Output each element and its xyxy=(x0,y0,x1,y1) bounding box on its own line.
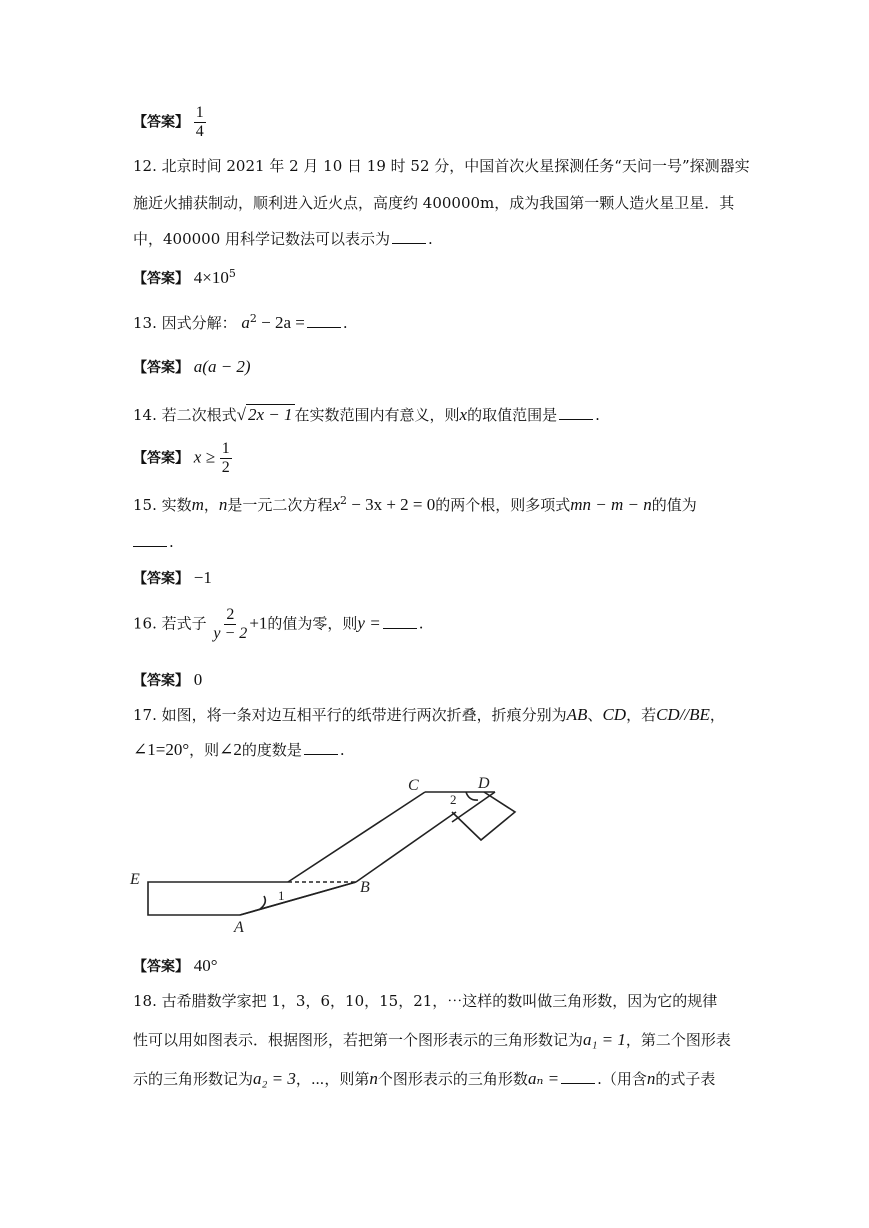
q14-var: x xyxy=(459,405,468,424)
q12-line-1: 12. 北京时间 2021 年 2 月 10 日 19 时 52 分，中国首次火星探测任务“天问一号”探测器实 xyxy=(133,157,750,175)
q15-eq-exponent: 2 xyxy=(339,494,347,507)
q14-answer-prefix: x ≥ xyxy=(193,447,215,467)
q17-answer-value: 40° xyxy=(193,956,218,975)
answer-blank xyxy=(559,418,593,420)
q13-answer-value: a(a − 2) xyxy=(193,357,251,376)
q18-line-2-a: 性可以用如图表示．根据图形，若把第一个图形表示的三角形数记为 xyxy=(133,1031,584,1049)
q17-parallel: CD//BE xyxy=(656,705,710,724)
q14-question xyxy=(133,404,600,425)
q18-line-3-c: 个图形表示的三角形数 xyxy=(377,1070,528,1088)
label-e: E xyxy=(130,871,140,888)
fraction-denominator: y − 2 xyxy=(213,625,248,642)
q13-expr-rest: − 2a = xyxy=(256,313,305,332)
angle-1-arc xyxy=(260,896,265,909)
q18-line-3-a: 示的三角形数记为 xyxy=(133,1070,254,1088)
q16-middle: 的值为零，则 xyxy=(267,614,358,633)
q14-radicand: 2x − 1 xyxy=(247,405,293,424)
label-d: D xyxy=(478,775,490,792)
q15-m: m xyxy=(191,495,204,514)
angle-2-arc xyxy=(466,792,478,800)
q17-line-1-a: 17. 如图，将一条对边互相平行的纸带进行两次折叠，折痕分别为 xyxy=(133,706,567,724)
q17-line-1-c: ， xyxy=(709,706,725,724)
q16-fraction xyxy=(211,606,249,643)
answer-label: 【答案】 xyxy=(133,571,189,587)
q18-line-3-b: ，⋯，则第 xyxy=(295,1070,370,1088)
q18-an: aₙ = xyxy=(527,1069,560,1088)
fraction-numerator: 1 xyxy=(195,104,204,121)
q13-answer xyxy=(133,357,251,377)
q12-answer-exponent: 5 xyxy=(228,267,236,280)
q17-cd: CD xyxy=(602,705,627,724)
fraction-numerator: 1 xyxy=(221,440,230,457)
q15-answer xyxy=(133,568,212,588)
q17-line-1-b: ，若 xyxy=(626,706,657,724)
q15-line-2 xyxy=(133,533,174,551)
answer-label: 【答案】 xyxy=(133,271,189,287)
q13-prefix: 13. 因式分解： xyxy=(133,314,237,332)
q14-answer-fraction xyxy=(220,440,232,477)
q12-answer-base: 4×10 xyxy=(193,268,229,287)
q15-end: . xyxy=(169,533,174,551)
answer-label: 【答案】 xyxy=(133,959,189,975)
q16-end: . xyxy=(418,614,424,633)
q11-answer xyxy=(133,104,206,141)
q17-end: . xyxy=(339,741,345,759)
label-c: C xyxy=(408,777,419,794)
q18-n-2: n xyxy=(646,1069,656,1088)
fraction-denominator: 4 xyxy=(195,123,204,140)
q17-angle-2: ∠2 xyxy=(219,740,242,759)
q17-ab: AB xyxy=(566,705,588,724)
answer-blank xyxy=(133,545,167,547)
q11-answer-fraction xyxy=(194,104,206,141)
q18-a2: a₂ = 3 xyxy=(253,1069,296,1088)
answer-label: 【答案】 xyxy=(133,673,189,689)
strip-right-lower xyxy=(356,812,456,882)
q13-end: . xyxy=(342,314,348,332)
label-1: 1 xyxy=(278,888,285,903)
answer-label: 【答案】 xyxy=(133,450,189,467)
q15-n: n xyxy=(218,495,228,514)
q15-poly: mn − m − n xyxy=(570,495,652,514)
q12-end: . xyxy=(428,230,433,248)
q13-question xyxy=(133,312,348,333)
answer-blank xyxy=(304,753,338,755)
q17-answer xyxy=(133,956,218,976)
q12-line-2: 施近火捕获制动，顺利进入近火点，高度约 400000m，成为我国第一颗人造火星卫星．其 xyxy=(133,194,735,212)
q15-eq-rest: − 3x + 2 = 0 xyxy=(346,495,436,514)
strip-upper-edge xyxy=(288,792,425,882)
answer-blank xyxy=(561,1082,595,1084)
answer-blank xyxy=(307,326,341,328)
q12-line-3-text: 中，400000 用科学记数法可以表示为 xyxy=(133,230,391,248)
q14-end: . xyxy=(595,406,600,424)
fraction-numerator: 2 xyxy=(226,606,235,623)
q18-line-2 xyxy=(133,1029,731,1050)
q17-line-2-c: 的度数是 xyxy=(241,741,302,759)
fraction-denominator: 2 xyxy=(221,459,230,476)
q18-line-3-e: 的式子表 xyxy=(655,1070,716,1088)
q18-a1: a₁ = 1 xyxy=(583,1030,626,1049)
q14-middle: 在实数范围内有意义，则 xyxy=(294,406,460,424)
q15-answer-value: −1 xyxy=(193,568,212,587)
q13-expr-exponent: 2 xyxy=(249,312,257,325)
q15-middle: 是一元二次方程 xyxy=(227,496,333,514)
q18-line-1: 18. 古希腊数学家把 1，3，6，10，15，21，⋯这样的数叫做三角形数，因为它的规律 xyxy=(133,992,718,1010)
q15-comma: ， xyxy=(203,496,219,514)
crease-ab xyxy=(240,882,356,915)
q12-line-3 xyxy=(133,228,433,249)
q14-suffix: 的取值范围是 xyxy=(467,406,558,424)
q15-eq-x: x xyxy=(332,495,340,514)
q18-n: n xyxy=(369,1069,378,1088)
q15-suffix: 的值为 xyxy=(651,496,697,514)
q13-expr-a: a xyxy=(241,313,250,332)
q18-line-3 xyxy=(133,1068,715,1089)
q17-sep: 、 xyxy=(587,706,603,724)
q14-prefix: 14. 若二次根式 xyxy=(133,406,237,424)
q12-answer xyxy=(133,267,236,288)
sqrt-symbol: √ 2x − 1 xyxy=(236,405,293,424)
q16-question xyxy=(133,606,423,643)
q14-answer xyxy=(133,440,232,477)
label-a: A xyxy=(234,919,244,936)
q15-prefix: 15. 实数 xyxy=(133,496,192,514)
q16-plus: +1 xyxy=(249,613,268,633)
q17-angle-1: ∠1=20° xyxy=(133,740,190,759)
label-b: B xyxy=(360,879,370,896)
q17-line-2 xyxy=(133,739,345,760)
q15-middle-2: 的两个根，则多项式 xyxy=(435,496,571,514)
answer-label: 【答案】 xyxy=(133,114,189,131)
q17-line-2-b: ，则 xyxy=(189,741,220,759)
q17-line-1 xyxy=(133,704,725,725)
folded-strip-figure xyxy=(128,772,528,940)
q18-line-2-b: ，第二个图形表 xyxy=(625,1031,731,1049)
q16-answer xyxy=(133,670,202,690)
q16-var: y = xyxy=(357,613,381,633)
answer-blank xyxy=(392,242,426,244)
q16-prefix: 16. 若式子 xyxy=(133,614,207,633)
answer-label: 【答案】 xyxy=(133,360,189,376)
q15-question xyxy=(133,494,697,515)
q16-answer-value: 0 xyxy=(193,670,203,689)
answer-blank xyxy=(383,627,417,629)
label-2: 2 xyxy=(450,792,457,807)
strip-left-part xyxy=(148,882,288,915)
q18-line-3-d: .（用含 xyxy=(597,1070,647,1088)
